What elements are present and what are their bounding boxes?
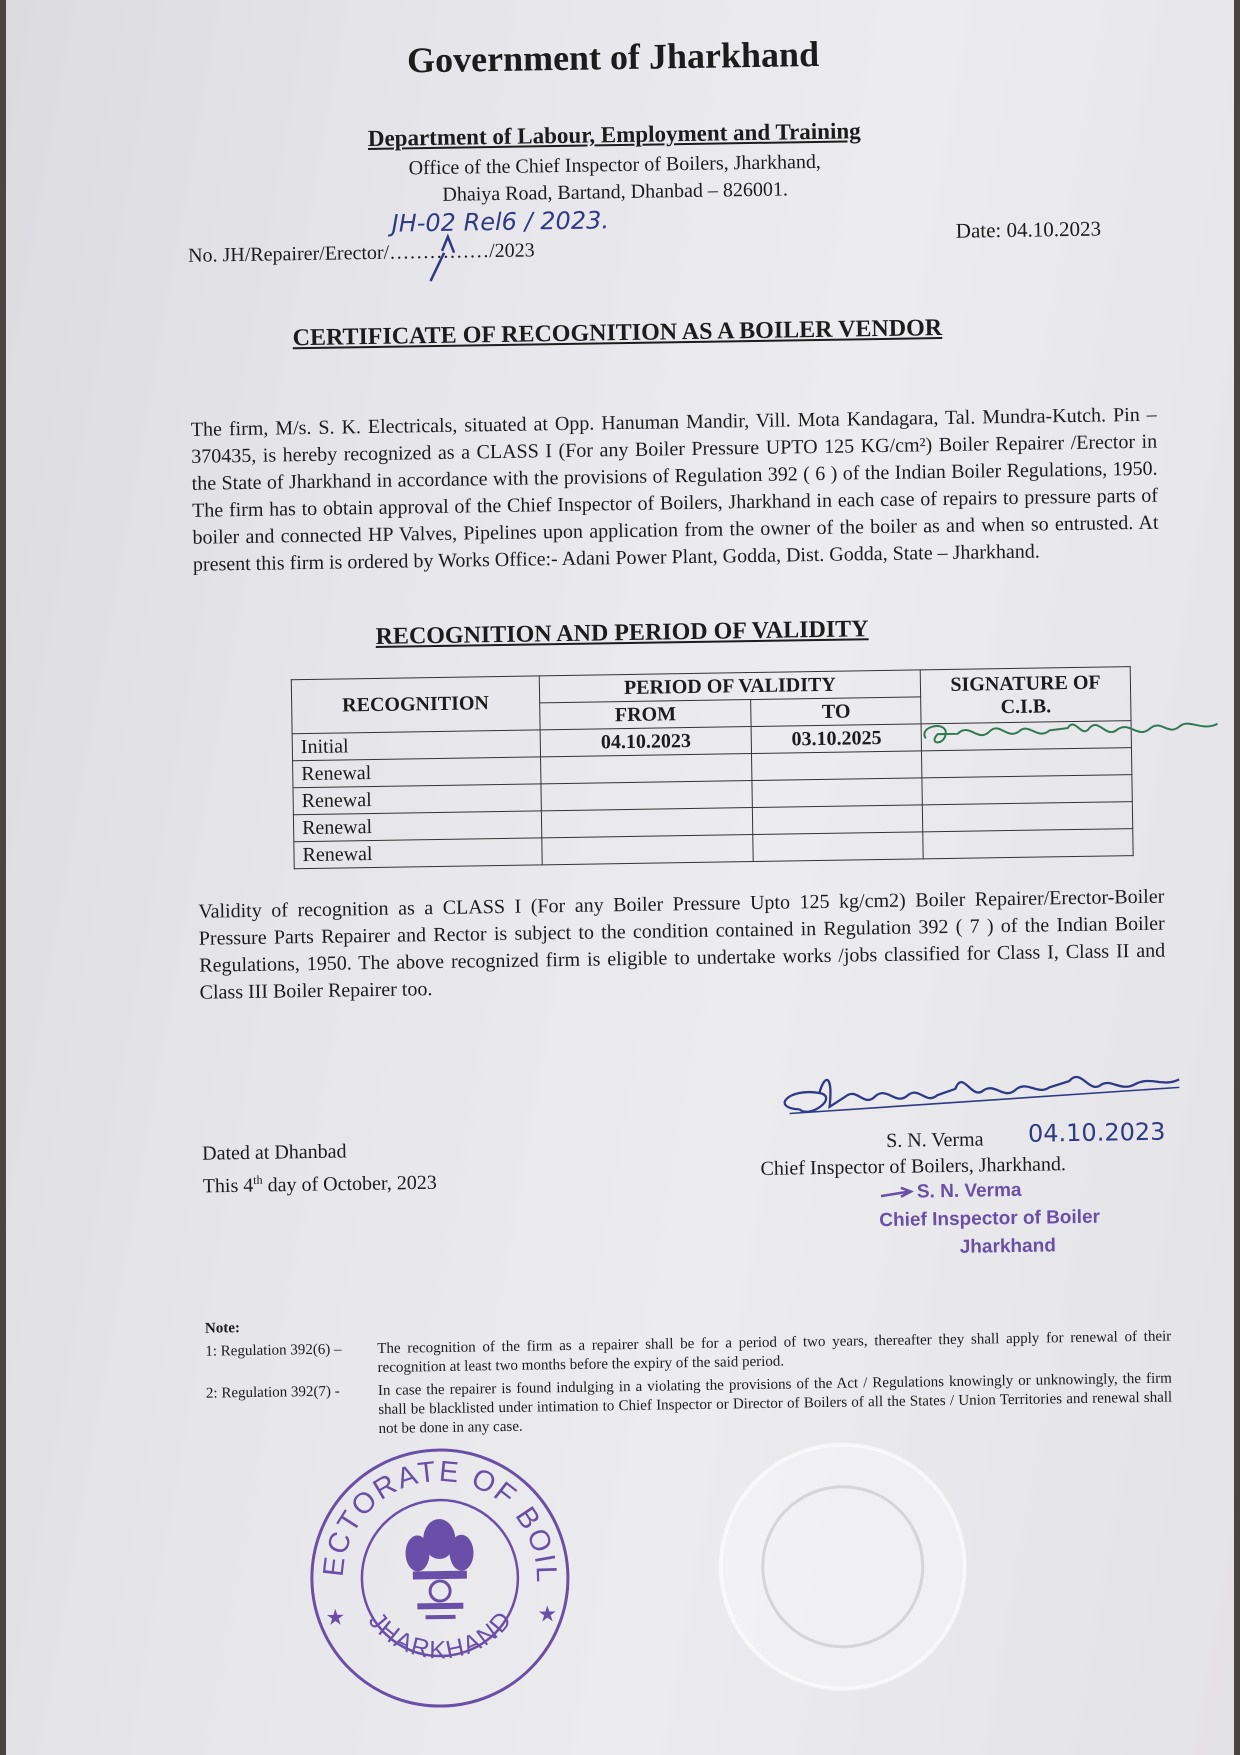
note-1-label: 1: Regulation 392(6) – [205,1341,342,1360]
row-from: 04.10.2023 [540,727,752,757]
note-2-text: In case the repairer is found indulging in a violating the provisions of the Act / Regulations knowingly or unknowingly, the firm shall be blacklisted under intimation to Chief Inspector or Director of Boilers of all the States / Union Territories and renewal shall not be done in any case. [377,1370,1173,1438]
dated-day [202,1164,437,1200]
stamp-state: Jharkhand [959,1235,1057,1258]
recognition-paragraph: The firm, M/s. S. K. Electricals, situated at Opp. Hanuman Mandir, Vill. Mota Kandagara, Tal. Mundra-Kutch. Pin – 370435, is hereby recognized as a CLASS I (For any Boiler Pressure UPTO 125 KG/cm²) Boiler Repairer /Erector in the State of Jharkhand in accordance with the provisions of Regulation 392 ( 6 ) of the Indian Boiler Regulations, 1950. The firm has to obtain approval of the Chief Inspector of Boilers, Jharkhand in each case of repairs to pressure parts of boiler and connected HP Valves, Pipelines upon application from the owner of the boiler as and when so entrusted. At present this firm is ordered by Works Office:- Adani Power Plant, Godda, Dist. Godda, State – Jharkhand. [190,403,1159,576]
government-heading: Government of Jharkhand [406,33,820,81]
department-name: Department of Labour, Employment and Training [367,118,861,152]
emblem-icon [405,1519,475,1620]
stamp-designation: Chief Inspector of Boiler [879,1206,1101,1232]
inspectorate-seal [290,1420,577,1715]
stamp-arrow-icon [879,1186,915,1203]
row-recognition: Renewal [294,838,542,869]
row-recognition: Renewal [293,757,541,788]
seal-star-icon-right: ★ [537,1601,558,1627]
row-signature [922,775,1132,805]
dated-place: Dated at Dhanbad [202,1140,347,1165]
header-signature: SIGNATURE OF C.I.B. [920,667,1131,724]
table-signature-scribble [918,709,1234,754]
reference-number: No. JH/Repairer/Erector/……………/2023 [187,239,535,267]
certificate-page [6,0,1234,1755]
notes-label: Note: [204,1320,241,1337]
row-signature [923,802,1133,832]
row-to [753,805,923,835]
row-recognition: Renewal [293,784,541,815]
row-from [541,808,753,838]
row-to [752,751,922,781]
validity-section-title-text: RECOGNITION AND PERIOD OF VALIDITY [375,616,869,650]
row-to [752,778,922,808]
header-from: FROM [539,700,751,730]
row-recognition: Initial [292,730,540,761]
signatory-name: S. N. Verma [885,1128,984,1152]
row-to: 03.10.2025 [751,724,921,754]
row-from [541,781,753,811]
header-recognition: RECOGNITION [291,676,540,734]
row-signature [923,829,1133,859]
signatory-designation: Chief Inspector of Boilers, Jharkhand. [760,1153,1067,1180]
row-from [540,754,752,784]
row-recognition: Renewal [293,811,541,842]
reference-date: Date: 04.10.2023 [955,216,1102,243]
validity-section-title [8,610,1234,656]
seal-text-bottom: JHARKHAND [363,1604,519,1665]
embossed-seal [711,1435,975,1699]
handwritten-date-text: 04.10.2023 [1027,1117,1166,1148]
row-from [542,835,754,865]
row-signature [921,721,1131,751]
dated-day-rest: day of October, 2023 [262,1171,437,1197]
office-line-2: Dhaiya Road, Bartand, Dhanbad – 826001. [442,178,789,206]
header-to: TO [751,697,921,727]
certificate-title-text: CERTIFICATE OF RECOGNITION AS A BOILER VENDOR [292,315,943,352]
handwritten-date [1022,1108,1234,1152]
dated-day-suffix: th [253,1172,263,1187]
handwritten-reference-text: JH-02 Rel6 / 2023. [391,206,610,238]
validity-table [291,666,1134,869]
seal-text-top: INSPECTORATE OF BOILERS [290,1420,563,1585]
seal-star-icon-left: ★ [325,1604,346,1630]
row-to [753,832,923,862]
document-paper [6,0,1234,1755]
svg-text:JHARKHAND [363,1605,519,1666]
note-1-text: The recognition of the firm as a repairer shall be for a period of two years, thereafter they shall apply for renewal of their recognition at least two months before the expiry of the said period. [377,1328,1172,1377]
note-2-label: 2: Regulation 392(7) - [205,1383,340,1402]
certificate-title [6,310,1232,356]
stamp-name: S. N. Verma [916,1179,1022,1203]
dated-day-prefix: This 4 [202,1174,254,1198]
office-line-1: Office of the Chief Inspector of Boilers, Jharkhand, [408,150,822,180]
note-item-2 [206,1370,1173,1442]
validity-paragraph: Validity of recognition as a CLASS I (For any Boiler Pressure Upto 125 kg/cm2) Boiler Repairer/Erector-Boiler Pressure Parts Repairer and Rector is subject to the condition contained in Regulation 392 ( 7 ) of the Indian Boiler Regulations, 1950. The above recognized firm is eligible to undertake works /jobs classified for Class I, Class II and Class III Boiler Repairer too. [198,885,1166,1004]
header-period: PERIOD OF VALIDITY [539,670,921,703]
dated-block [202,1137,437,1200]
